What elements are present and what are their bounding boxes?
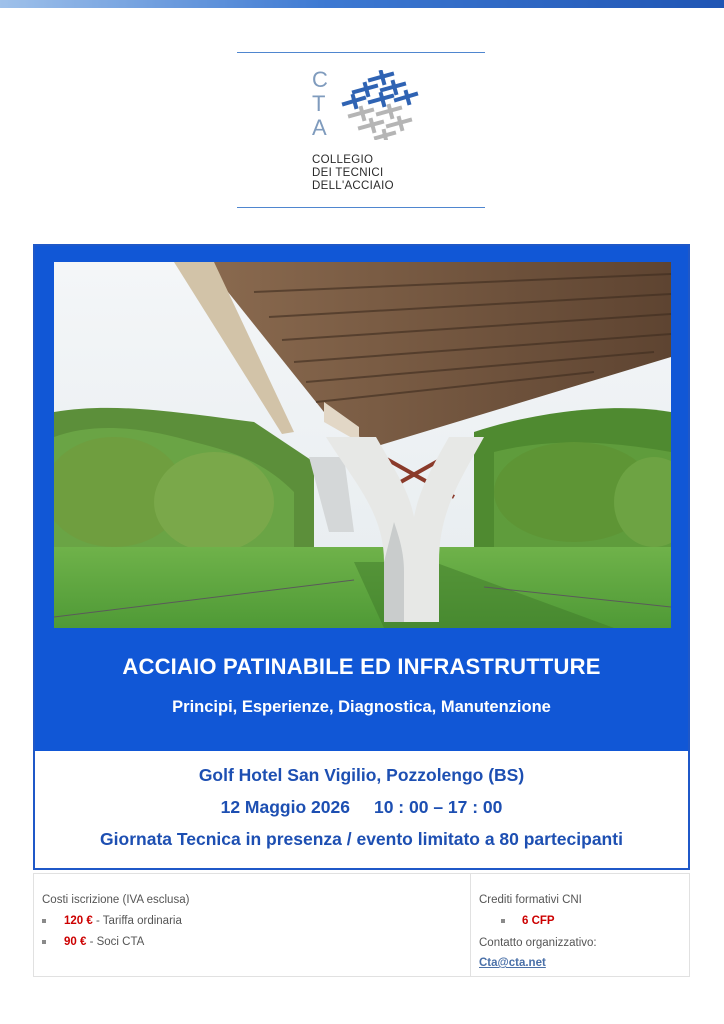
contact-email-link[interactable]: Cta@cta.net	[479, 957, 546, 969]
credits-item	[479, 914, 684, 928]
logo-text-line-1: COLLEGIO	[312, 154, 374, 166]
credits-heading: Crediti formativi CNI	[479, 894, 582, 906]
logo-text-line-3: DELL'ACCIAIO	[312, 180, 394, 192]
logo-wordmark	[312, 154, 422, 193]
credits-value: 6 CFP	[522, 915, 555, 927]
cost-item	[42, 935, 462, 949]
banner-blue-panel	[35, 246, 688, 751]
logo-text-line-2: DEI TECNICI	[312, 167, 384, 179]
event-time: 10 : 00 – 17 : 00	[373, 797, 503, 817]
contact-heading: Contatto organizzativo:	[479, 937, 597, 949]
cost-label: - Tariffa ordinaria	[92, 915, 182, 927]
event-date: 12 Maggio 2026	[220, 797, 350, 817]
credits-column	[479, 893, 684, 971]
logo-letter-c: C	[312, 67, 328, 92]
bullet-icon	[42, 940, 46, 944]
event-note: Giornata Tecnica in presenza / evento limitato a 80 partecipanti	[100, 829, 623, 849]
steel-beams-logo-icon	[340, 70, 420, 140]
logo-letters	[312, 68, 336, 140]
costs-heading: Costi iscrizione (IVA esclusa)	[42, 894, 190, 906]
top-gradient-bar	[0, 0, 724, 8]
logo-rule-bottom	[237, 207, 485, 208]
cost-price: 120 €	[64, 915, 93, 927]
bridge-photo	[54, 262, 671, 628]
logo-letter-t: T	[312, 91, 326, 116]
footer-divider	[470, 874, 471, 976]
event-title: ACCIAIO PATINABILE ED INFRASTRUTTURE	[122, 654, 601, 679]
footer-info-box	[33, 873, 690, 977]
cta-logo	[312, 68, 422, 196]
bullet-icon	[501, 919, 505, 923]
logo-letter-a: A	[312, 115, 327, 140]
bridge-photo-illustration	[54, 262, 671, 628]
event-date-time	[35, 797, 688, 818]
logo-rule-top	[237, 52, 485, 53]
event-venue: Golf Hotel San Vigilio, Pozzolengo (BS)	[198, 765, 525, 785]
event-info	[35, 751, 688, 868]
cost-label: - Soci CTA	[86, 936, 145, 948]
event-banner	[33, 244, 690, 870]
event-subtitle: Principi, Esperienze, Diagnostica, Manutenzione	[172, 698, 551, 716]
bullet-icon	[42, 919, 46, 923]
cost-item	[42, 914, 462, 928]
cost-price: 90 €	[64, 936, 87, 948]
costs-column	[42, 893, 462, 949]
